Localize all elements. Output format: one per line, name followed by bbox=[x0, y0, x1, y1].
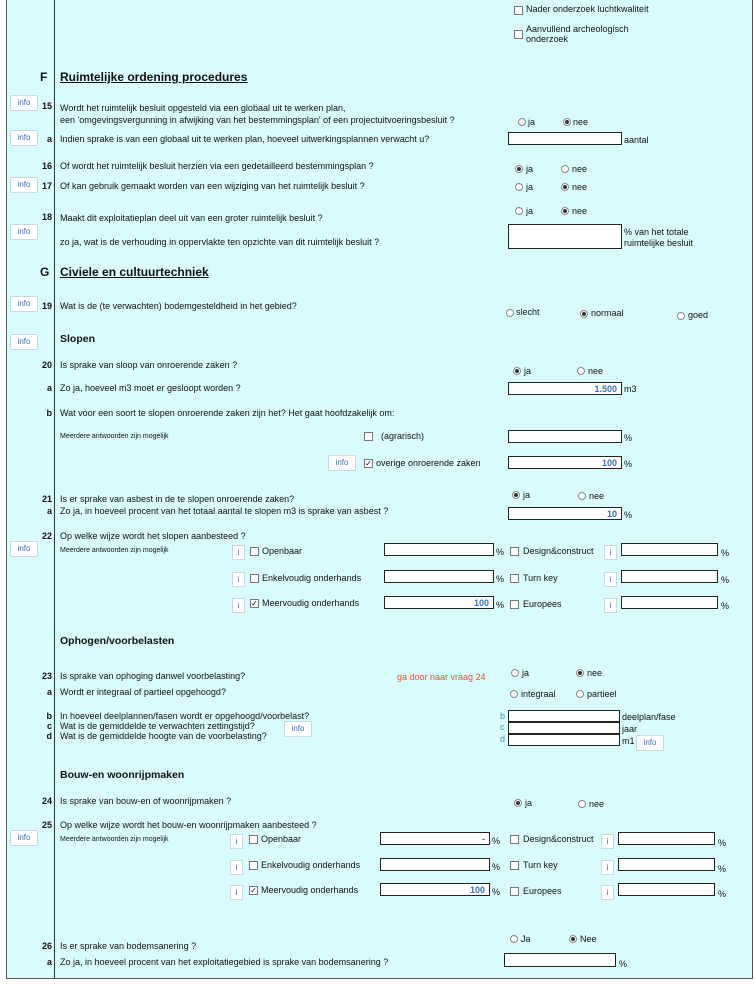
q18-sub-text: zo ja, wat is de verhouding in oppervlakte ten opzichte van dit ruimtelijk besluit ? bbox=[60, 237, 380, 247]
q25-checkbox-openbaar[interactable] bbox=[249, 835, 258, 844]
q23-radio-ja[interactable] bbox=[511, 669, 519, 677]
q22-turnkey-info[interactable]: i bbox=[604, 572, 617, 587]
q15a-unit: aantal bbox=[624, 135, 649, 145]
q22-openbaar-info[interactable]: i bbox=[232, 545, 245, 560]
q25-openbaar-input[interactable]: - bbox=[380, 832, 490, 845]
q25-openbaar-pct: % bbox=[492, 836, 501, 846]
q25-checkbox-design[interactable] bbox=[510, 835, 519, 844]
section-f-letter: F bbox=[40, 70, 48, 84]
q20b-letter: b bbox=[46, 408, 52, 418]
q20a-letter: a bbox=[46, 383, 52, 393]
q23c-unit: jaar bbox=[622, 724, 638, 734]
q22-design-info[interactable]: i bbox=[604, 545, 617, 560]
q21-text: Is er sprake van asbest in de te slopen onroerende zaken? bbox=[60, 494, 295, 504]
q22-europees-info[interactable]: i bbox=[604, 598, 617, 613]
q23a-letter: a bbox=[46, 687, 52, 697]
q24-radio-ja[interactable] bbox=[514, 799, 522, 807]
q18-text: Maakt dit exploitatieplan deel uit van een groter ruimtelijk besluit ? bbox=[60, 213, 323, 223]
q23-number: 23 bbox=[41, 671, 52, 681]
checkbox-luchtkwaliteit-label: Nader onderzoek luchtkwaliteit bbox=[526, 4, 649, 14]
q23-text: Is sprake van ophoging danwel voorbelasting? bbox=[60, 671, 246, 681]
q25-enkelvoudig-pct: % bbox=[492, 862, 501, 872]
q20b-checkbox-overige[interactable]: ✓ bbox=[365, 459, 372, 468]
q16-text: Of wordt het ruimtelijk besluit herzien via een gedetailleerd bestemmingsplan ? bbox=[60, 161, 374, 171]
q17-number: 17 bbox=[41, 181, 52, 191]
q26a-pct: % bbox=[619, 959, 628, 969]
q25-enkelvoudig-info[interactable]: i bbox=[230, 860, 243, 875]
q25-europees-label: Europees bbox=[523, 886, 562, 896]
q25-text: Op welke wijze wordt het bouw-en woonrijpmaken aanbesteed ? bbox=[60, 820, 317, 830]
q23b-input[interactable] bbox=[508, 710, 620, 722]
q20b-checkbox-agrarisch[interactable] bbox=[364, 432, 373, 441]
q15-radio-ja[interactable] bbox=[518, 118, 526, 126]
q22-checkbox-enkelvoudig[interactable] bbox=[250, 574, 259, 583]
q20a-unit: m3 bbox=[624, 384, 637, 394]
q17-nee-label: nee bbox=[572, 182, 588, 192]
q22-europees-input[interactable] bbox=[621, 596, 718, 609]
q26-text: Is er sprake van bodemsanering ? bbox=[60, 941, 197, 951]
q25-turnkey-info[interactable]: i bbox=[601, 860, 614, 875]
q25-europees-input[interactable] bbox=[618, 883, 715, 896]
q20b-overige-pct: % bbox=[624, 459, 633, 469]
q20b-overige-input[interactable]: 100 bbox=[508, 456, 622, 469]
q25-meervoudig-pct: % bbox=[492, 887, 501, 897]
ophogen-title: Ophogen/voorbelasten bbox=[60, 635, 175, 647]
q19-goed-label: goed bbox=[688, 310, 709, 320]
q23a-radio-partieel[interactable] bbox=[576, 690, 584, 698]
q22-meervoudig-input[interactable]: 100 bbox=[384, 596, 494, 609]
q23c-text: Wat is de gemiddelde te verwachten zettingstijd? bbox=[60, 721, 255, 731]
checkbox-luchtkwaliteit[interactable] bbox=[514, 6, 523, 15]
slopen-title: Slopen bbox=[60, 333, 96, 345]
q22-turnkey-input[interactable] bbox=[621, 570, 718, 583]
q25-turnkey-label: Turn key bbox=[523, 860, 558, 870]
q19-normaal-label: normaal bbox=[591, 308, 624, 318]
q26-nee-label: Nee bbox=[580, 934, 597, 944]
q23d-marker: d bbox=[500, 734, 506, 744]
q22-europees-label: Europees bbox=[523, 599, 562, 609]
q19-slecht-label: slecht bbox=[516, 307, 540, 317]
q22-enkelvoudig-label: Enkelvoudig onderhands bbox=[262, 573, 362, 583]
q23a-radio-integraal[interactable] bbox=[510, 690, 518, 698]
q25-meervoudig-label: Meervoudig onderhands bbox=[261, 885, 359, 895]
section-f-title: Ruimtelijke ordening procedures bbox=[60, 70, 248, 84]
q20-text: Is sprake van sloop van onroerende zaken ? bbox=[60, 360, 238, 370]
q16-radio-nee[interactable] bbox=[561, 165, 569, 173]
q20-radio-nee[interactable] bbox=[577, 367, 585, 375]
q21a-letter: a bbox=[46, 506, 52, 516]
q26-radio-ja[interactable] bbox=[510, 935, 518, 943]
q22-design-label: Design&construct bbox=[523, 546, 594, 556]
q20a-text: Zo ja, hoeveel m3 moet er gesloopt worden ? bbox=[60, 383, 241, 393]
q25-checkbox-meervoudig[interactable]: ✓ bbox=[250, 886, 257, 895]
q16-number: 16 bbox=[41, 161, 52, 171]
q18-input[interactable] bbox=[508, 224, 622, 249]
q25-checkbox-turnkey[interactable] bbox=[510, 861, 519, 870]
info-button-20b[interactable]: info bbox=[328, 455, 356, 471]
q23-nee-label: nee bbox=[587, 668, 603, 678]
checkbox-archeologisch[interactable] bbox=[514, 30, 523, 39]
q15-radio-nee[interactable] bbox=[563, 118, 571, 126]
q15-ja-label: ja bbox=[528, 117, 536, 127]
info-button-22[interactable]: info bbox=[10, 541, 38, 557]
q25-europees-info[interactable]: i bbox=[601, 885, 614, 900]
q19-radio-normaal[interactable] bbox=[580, 310, 588, 318]
q18-radio-nee[interactable] bbox=[561, 207, 569, 215]
q20-nee-label: nee bbox=[588, 366, 604, 376]
q22-checkbox-turnkey[interactable] bbox=[510, 574, 519, 583]
q26-radio-nee[interactable] bbox=[569, 935, 577, 943]
q22-text: Op welke wijze wordt het slopen aanbesteed ? bbox=[60, 531, 246, 541]
q21-radio-nee[interactable] bbox=[578, 492, 586, 500]
q23c-letter: c bbox=[46, 721, 52, 731]
q22-note: Meerdere antwoorden zijn mogelijk bbox=[60, 547, 169, 554]
q22-checkbox-openbaar[interactable] bbox=[250, 547, 259, 556]
q22-design-pct: % bbox=[721, 548, 730, 558]
q20b-text: Wat voor een soort te slopen onroerende zaken zijn het? Het gaat hoofdzakelijk om: bbox=[60, 408, 395, 418]
q25-meervoudig-info[interactable]: i bbox=[230, 885, 243, 900]
q23-skip-hint: ga door naar vraag 24 bbox=[397, 672, 486, 682]
info-button-23d[interactable]: info bbox=[636, 735, 664, 751]
q23a-integraal-label: integraal bbox=[521, 689, 556, 699]
q26a-text: Zo ja, in hoeveel procent van het exploitatiegebied is sprake van bodemsanering ? bbox=[60, 957, 389, 967]
q18-number: 18 bbox=[41, 212, 52, 222]
q20-number: 20 bbox=[41, 360, 52, 370]
q22-openbaar-input[interactable] bbox=[384, 543, 494, 556]
q15-number: 15 bbox=[41, 101, 52, 111]
q21-radio-ja[interactable] bbox=[512, 491, 520, 499]
q24-ja-label: ja bbox=[525, 798, 533, 808]
q15a-text: Indien sprake is van een globaal uit te werken plan, hoeveel uitwerkingsplannen verwacht u? bbox=[60, 134, 430, 144]
q20b-agrarisch-input[interactable] bbox=[508, 430, 622, 443]
q18-radio-ja[interactable] bbox=[515, 207, 523, 215]
q22-enkelvoudig-info[interactable]: i bbox=[232, 572, 245, 587]
q20b-overige-label: overige onroerende zaken bbox=[376, 458, 481, 468]
q23d-input[interactable] bbox=[508, 734, 620, 746]
q26a-input[interactable] bbox=[504, 953, 616, 967]
q15-text-2: een 'omgevingsvergunning in afwijking van het bestemmingsplan' of een projectuitvoeringsbesluit ? bbox=[60, 115, 455, 125]
q23d-unit: m1 bbox=[622, 736, 635, 746]
q23a-partieel-label: partieel bbox=[587, 689, 617, 699]
q22-turnkey-pct: % bbox=[721, 575, 730, 585]
q23b-marker: b bbox=[500, 711, 506, 721]
q25-note: Meerdere antwoorden zijn mogelijk bbox=[60, 836, 169, 843]
q25-design-pct: % bbox=[718, 838, 727, 848]
bouw-title: Bouw-en woonrijpmaken bbox=[60, 769, 185, 781]
q18-ja-label: ja bbox=[526, 206, 534, 216]
info-button-15a[interactable]: info bbox=[10, 130, 38, 146]
q23b-letter: b bbox=[46, 711, 52, 721]
q17-radio-ja[interactable] bbox=[515, 183, 523, 191]
q26-number: 26 bbox=[41, 941, 52, 951]
section-g-letter: G bbox=[40, 265, 50, 279]
q22-enkelvoudig-pct: % bbox=[496, 574, 505, 584]
q24-number: 24 bbox=[41, 796, 52, 806]
q25-design-info[interactable]: i bbox=[601, 834, 614, 849]
q23b-text: In hoeveel deelplannen/fasen wordt er opgehoogd/voorbelast? bbox=[60, 711, 310, 721]
q22-checkbox-design[interactable] bbox=[510, 547, 519, 556]
q22-europees-pct: % bbox=[721, 601, 730, 611]
q22-checkbox-meervoudig[interactable]: ✓ bbox=[251, 599, 258, 608]
info-button-23c[interactable]: info bbox=[284, 721, 312, 737]
info-button-slopen[interactable]: info bbox=[10, 334, 38, 350]
q17-text: Of kan gebruik gemaakt worden van een wijziging van het ruimtelijk besluit ? bbox=[60, 181, 365, 191]
q22-number: 22 bbox=[41, 531, 52, 541]
q20b-note: Meerdere antwoorden zijn mogelijk bbox=[60, 433, 169, 440]
q15a-letter: a bbox=[46, 134, 52, 144]
q25-design-label: Design&construct bbox=[523, 834, 594, 844]
q15-nee-label: nee bbox=[573, 117, 589, 127]
q21-ja-label: ja bbox=[523, 490, 531, 500]
q21-nee-label: nee bbox=[589, 491, 605, 501]
q21-number: 21 bbox=[41, 494, 52, 504]
q17-ja-label: ja bbox=[526, 182, 534, 192]
q25-enkelvoudig-label: Enkelvoudig onderhands bbox=[261, 860, 361, 870]
q17-radio-nee[interactable] bbox=[561, 183, 569, 191]
q22-meervoudig-info[interactable]: i bbox=[232, 598, 245, 613]
q24-nee-label: nee bbox=[589, 799, 605, 809]
q19-radio-slecht[interactable] bbox=[506, 309, 514, 317]
q16-ja-label: ja bbox=[526, 164, 534, 174]
q22-openbaar-pct: % bbox=[496, 547, 505, 557]
q23d-text: Wat is de gemiddelde hoogte van de voorbelasting? bbox=[60, 731, 267, 741]
q23-radio-nee[interactable] bbox=[576, 669, 584, 677]
q22-meervoudig-label: Meervoudig onderhands bbox=[262, 598, 360, 608]
q18-nee-label: nee bbox=[572, 206, 588, 216]
info-button-19[interactable]: info bbox=[10, 296, 38, 312]
q21a-text: Zo ja, in hoeveel procent van het totaal aantal te slopen m3 is sprake van asbest ? bbox=[60, 506, 389, 516]
q26-ja-label: Ja bbox=[521, 934, 531, 944]
q23c-input[interactable] bbox=[508, 722, 620, 734]
q25-openbaar-label: Openbaar bbox=[261, 834, 302, 844]
q25-number: 25 bbox=[41, 820, 52, 830]
info-button-25[interactable]: info bbox=[10, 830, 38, 846]
q20-radio-ja[interactable] bbox=[513, 367, 521, 375]
q24-text: Is sprake van bouw-en of woonrijpmaken ? bbox=[60, 796, 232, 806]
column-divider bbox=[54, 0, 55, 978]
q26a-letter: a bbox=[46, 957, 52, 967]
checkbox-archeologisch-label-2: onderzoek bbox=[526, 34, 569, 44]
q20b-agrarisch-label: (agrarisch) bbox=[381, 431, 425, 441]
q24-radio-nee[interactable] bbox=[578, 800, 586, 808]
q16-radio-ja[interactable] bbox=[515, 165, 523, 173]
q19-text: Wat is de (te verwachten) bodemgesteldheid in het gebied? bbox=[60, 301, 297, 311]
q23c-marker: c bbox=[500, 722, 505, 732]
q22-turnkey-label: Turn key bbox=[523, 573, 558, 583]
q25-meervoudig-input[interactable]: 100 bbox=[380, 883, 490, 896]
q21a-pct: % bbox=[624, 510, 633, 520]
q22-meervoudig-pct: % bbox=[496, 600, 505, 610]
q25-openbaar-info[interactable]: i bbox=[230, 834, 243, 849]
q22-openbaar-label: Openbaar bbox=[262, 546, 303, 556]
checkbox-archeologisch-label-1: Aanvullend archeologisch bbox=[526, 24, 629, 34]
q25-design-input[interactable] bbox=[618, 832, 715, 845]
q18-unit-1: % van het totale bbox=[624, 227, 689, 237]
q15-text-1: Wordt het ruimtelijk besluit opgesteld via een globaal uit te werken plan, bbox=[60, 103, 346, 113]
q19-radio-goed[interactable] bbox=[677, 312, 685, 320]
q19-number: 19 bbox=[41, 301, 52, 311]
q25-enkelvoudig-input[interactable] bbox=[380, 858, 490, 871]
q23a-text: Wordt er integraal of partieel opgehoogd? bbox=[60, 687, 226, 697]
q23-ja-label: ja bbox=[522, 668, 530, 678]
section-g-title: Civiele en cultuurtechniek bbox=[60, 265, 209, 279]
info-button-17[interactable]: info bbox=[10, 177, 38, 193]
q25-checkbox-enkelvoudig[interactable] bbox=[249, 861, 258, 870]
q25-europees-pct: % bbox=[718, 889, 727, 899]
q22-design-input[interactable] bbox=[621, 543, 718, 556]
q15a-input[interactable] bbox=[508, 132, 622, 145]
q23b-unit: deelplan/fase bbox=[622, 712, 676, 722]
q20b-agrarisch-pct: % bbox=[624, 433, 633, 443]
info-button-15[interactable]: info bbox=[10, 95, 38, 111]
q22-enkelvoudig-input[interactable] bbox=[384, 570, 494, 583]
q21a-input[interactable]: 10 bbox=[508, 507, 622, 520]
q20-ja-label: ja bbox=[524, 366, 532, 376]
info-button-18[interactable]: info bbox=[10, 224, 38, 240]
q18-unit-2: ruimtelijke besluit bbox=[624, 238, 694, 248]
q25-turnkey-pct: % bbox=[718, 864, 727, 874]
q25-turnkey-input[interactable] bbox=[618, 858, 715, 871]
q20a-input[interactable]: 1.500 bbox=[508, 382, 622, 395]
q23d-letter: d bbox=[46, 731, 52, 741]
q22-checkbox-europees[interactable] bbox=[510, 600, 519, 609]
q25-checkbox-europees[interactable] bbox=[510, 887, 519, 896]
q16-nee-label: nee bbox=[572, 164, 588, 174]
